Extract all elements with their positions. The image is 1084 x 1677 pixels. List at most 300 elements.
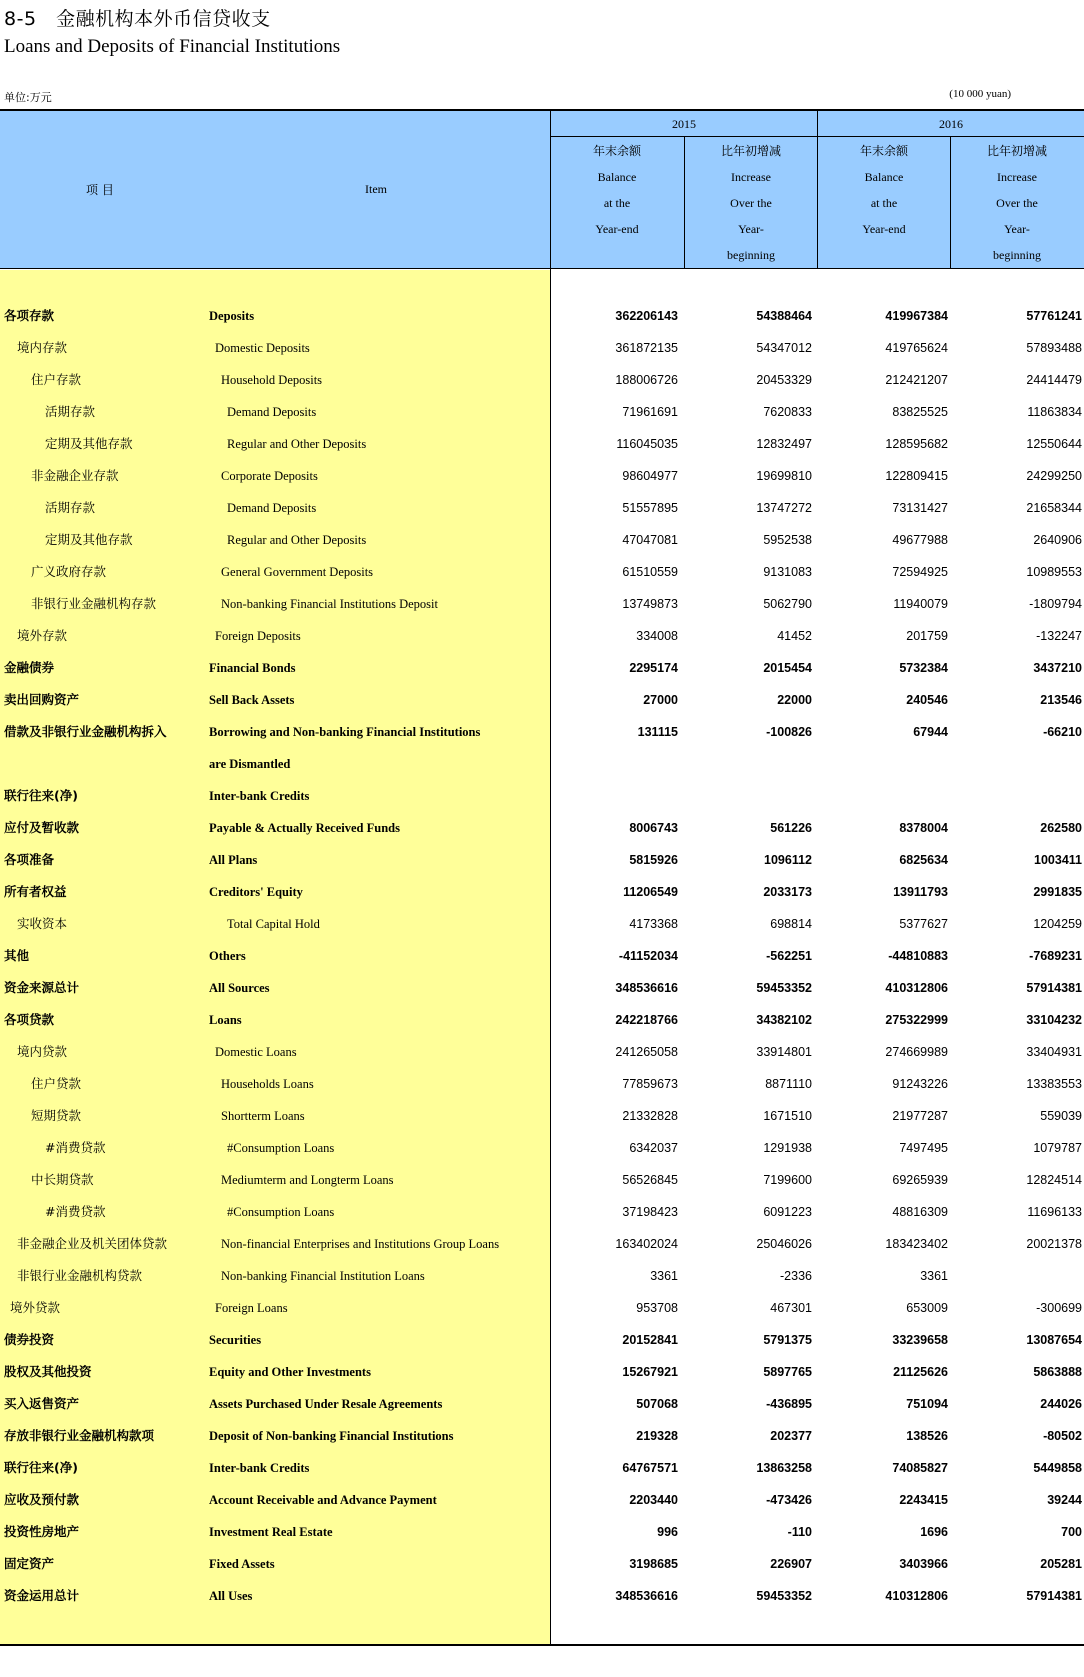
value-increase-2016: 559039: [1040, 1109, 1082, 1123]
item-name-cn: 定期及其他存款: [45, 532, 133, 547]
value-balance-2015: 37198423: [622, 1205, 678, 1219]
value-balance-2015: 11206549: [623, 885, 678, 899]
value-increase-2016: 33104232: [1026, 1013, 1082, 1027]
table-row: [0, 460, 1084, 492]
value-increase-2015: 33914801: [756, 1045, 812, 1059]
item-name-en: All Sources: [209, 981, 270, 995]
item-name-cn: 金融债券: [4, 660, 55, 675]
unit-cn: 单位:万元: [4, 91, 52, 104]
item-name-en: Regular and Other Deposits: [227, 437, 367, 451]
item-name-en: Deposits: [209, 309, 255, 323]
table-row: [0, 1548, 1084, 1580]
value-increase-2016: 262580: [1040, 821, 1082, 835]
value-increase-2016: 24414479: [1026, 373, 1082, 387]
value-balance-2015: 953708: [636, 1301, 678, 1315]
table-row: [0, 620, 1084, 652]
item-name-en: Demand Deposits: [227, 405, 317, 419]
col-head-increase-2016: 比年初增减 Increase Over the Year- beginning: [986, 144, 1047, 262]
value-increase-2016: 1003411: [1034, 853, 1082, 867]
value-increase-2016: 57761241: [1026, 309, 1082, 323]
value-increase-2016: 13087654: [1026, 1333, 1082, 1347]
value-balance-2015: 242218766: [615, 1013, 678, 1027]
value-increase-2016: -80502: [1043, 1429, 1082, 1443]
value-increase-2016: 205281: [1040, 1557, 1082, 1571]
table-row: [0, 940, 1084, 972]
page-title: [4, 4, 271, 31]
value-balance-2016: 48816309: [892, 1205, 948, 1219]
table-row: [0, 1260, 1084, 1292]
title-cn: 金融机构本外币信贷收支: [56, 8, 271, 30]
value-balance-2016: 201759: [906, 629, 948, 643]
value-balance-2016: 128595682: [885, 437, 948, 451]
value-balance-2015: 163402024: [615, 1237, 678, 1251]
item-name-cn: 联行往来(净): [4, 1460, 78, 1475]
table-row: [0, 524, 1084, 556]
table-row: [0, 972, 1084, 1004]
item-name-cn: 活期存款: [45, 500, 96, 515]
item-name-en: Foreign Loans: [215, 1301, 288, 1315]
value-balance-2016: 410312806: [885, 1589, 948, 1603]
value-balance-2015: 4173368: [629, 917, 678, 931]
value-balance-2015: 348536616: [615, 981, 678, 995]
value-increase-2016: [962, 780, 1082, 812]
table-row: [0, 300, 1084, 332]
value-increase-2015: 1291938: [763, 1141, 812, 1155]
item-name-cn: 境外存款: [17, 628, 68, 643]
value-increase-2015: 226907: [770, 1557, 812, 1571]
value-balance-2016: 240546: [906, 693, 948, 707]
table-row: [0, 1196, 1084, 1228]
item-name-en: Investment Real Estate: [209, 1525, 333, 1539]
value-increase-2016: 10989553: [1026, 565, 1082, 579]
item-name-en: Loans: [209, 1013, 242, 1027]
value-increase-2015: 54347012: [756, 341, 812, 355]
table-row: [0, 812, 1084, 844]
value-balance-2015: 47047081: [622, 533, 678, 547]
value-increase-2015: 2033173: [763, 885, 812, 899]
item-name-cn: 债券投资: [4, 1332, 55, 1347]
value-balance-2015: 15267921: [622, 1365, 678, 1379]
table-row: [0, 1388, 1084, 1420]
table-row: [0, 1420, 1084, 1452]
value-balance-2016: 49677988: [892, 533, 948, 547]
value-increase-2016: 213546: [1040, 693, 1082, 707]
item-name-en: Account Receivable and Advance Payment: [209, 1493, 437, 1507]
item-name-en: Others: [209, 949, 246, 963]
value-increase-2016: 33404931: [1026, 1045, 1082, 1059]
year-2015: 2015: [672, 117, 696, 131]
value-increase-2016: 2991835: [1033, 885, 1082, 899]
value-increase-2016: 57893488: [1026, 341, 1082, 355]
value-increase-2015: 5897765: [763, 1365, 812, 1379]
value-balance-2015: 116045035: [616, 437, 678, 451]
item-name-cn: 实收资本: [17, 916, 68, 931]
table-row: [0, 1324, 1084, 1356]
value-balance-2016: 212421207: [885, 373, 948, 387]
value-increase-2015: 7620833: [763, 405, 812, 419]
item-name-en: Borrowing and Non-banking Financial Institutions: [209, 725, 481, 739]
value-increase-2016: -7689231: [1029, 949, 1082, 963]
header-rule: [0, 268, 1084, 269]
value-increase-2015: 34382102: [756, 1013, 812, 1027]
value-balance-2016: 275322999: [885, 1013, 948, 1027]
unit-en: (10 000 yuan): [949, 88, 1011, 100]
item-name-en: Mediumterm and Longterm Loans: [221, 1173, 394, 1187]
value-increase-2016: 57914381: [1026, 1589, 1082, 1603]
item-name-cn: 其他: [4, 948, 30, 963]
header-item-cn: 项 目: [86, 183, 114, 197]
item-name-en: Financial Bonds: [209, 661, 296, 675]
value-balance-2015: 8006743: [629, 821, 678, 835]
col-head-balance-2015: 年末余额 Balance at the Year-end: [592, 144, 641, 236]
value-balance-2016: [828, 748, 948, 780]
value-balance-2015: 21332828: [622, 1109, 678, 1123]
value-increase-2016: 21658344: [1026, 501, 1082, 515]
value-increase-2015: -562251: [766, 949, 812, 963]
table-row: [0, 844, 1084, 876]
item-name-en: Assets Purchased Under Resale Agreements: [209, 1397, 443, 1411]
value-balance-2015: 3198685: [629, 1557, 678, 1571]
value-increase-2016: -1809794: [1029, 597, 1082, 611]
value-increase-2015: -473426: [766, 1493, 812, 1507]
value-increase-2015: 561226: [770, 821, 812, 835]
value-balance-2016: 72594925: [892, 565, 948, 579]
value-balance-2016: 5732384: [899, 661, 948, 675]
table-row: [0, 1100, 1084, 1132]
item-name-cn: 所有者权益: [4, 884, 67, 899]
item-name-cn: #消费贷款: [45, 1204, 106, 1219]
value-balance-2015: 348536616: [615, 1589, 678, 1603]
value-balance-2016: 74085827: [892, 1461, 948, 1475]
value-increase-2015: -436895: [766, 1397, 812, 1411]
value-balance-2016: 83825525: [892, 405, 948, 419]
item-name-cn: 应收及预付款: [4, 1492, 80, 1507]
table-row: [0, 716, 1084, 748]
table-row: [0, 684, 1084, 716]
table-row: [0, 588, 1084, 620]
item-name-en: Creditors' Equity: [209, 885, 303, 899]
value-increase-2016: 24299250: [1026, 469, 1082, 483]
value-increase-2015: 5062790: [763, 597, 812, 611]
item-name-en: Corporate Deposits: [221, 469, 318, 483]
value-balance-2015: 362206143: [615, 309, 678, 323]
table-row: [0, 908, 1084, 940]
value-balance-2016: 91243226: [892, 1077, 948, 1091]
value-increase-2015: 1096112: [764, 853, 812, 867]
table-row: [0, 332, 1084, 364]
item-name-en: Securities: [209, 1333, 262, 1347]
value-balance-2015: 2203440: [629, 1493, 678, 1507]
value-balance-2016: 138526: [906, 1429, 948, 1443]
value-increase-2016: 700: [1061, 1525, 1082, 1539]
table-row: [0, 1516, 1084, 1548]
table-row: [0, 428, 1084, 460]
item-name-en: Sell Back Assets: [209, 693, 295, 707]
value-increase-2016: 57914381: [1026, 981, 1082, 995]
item-name-cn: 固定资产: [4, 1556, 55, 1571]
value-increase-2016: 13383553: [1026, 1077, 1082, 1091]
value-increase-2016: 5863888: [1033, 1365, 1082, 1379]
item-name-en: All Uses: [209, 1589, 253, 1603]
value-increase-2015: -2336: [780, 1269, 812, 1283]
item-name-cn: 资金运用总计: [4, 1588, 80, 1603]
item-name-en: Households Loans: [221, 1077, 314, 1091]
value-balance-2015: 51557895: [622, 501, 678, 515]
value-increase-2015: 2015454: [763, 661, 812, 675]
item-name-cn: 境内存款: [17, 340, 68, 355]
value-balance-2015: 334008: [636, 629, 678, 643]
value-balance-2015: 2295174: [629, 661, 678, 675]
value-balance-2016: 2243415: [899, 1493, 948, 1507]
table-row: [0, 1356, 1084, 1388]
value-increase-2015: 9131083: [763, 565, 812, 579]
table-row: [0, 652, 1084, 684]
title-en: Loans and Deposits of Financial Institutions: [4, 36, 341, 57]
table-row: [0, 780, 1084, 812]
value-balance-2016: 751094: [906, 1397, 948, 1411]
item-name-cn: 非金融企业及机关团体贷款: [17, 1236, 168, 1251]
table-body: [0, 300, 1084, 1612]
table-row: [0, 1580, 1084, 1612]
value-balance-2016: 73131427: [892, 501, 948, 515]
value-balance-2015: [558, 748, 678, 780]
item-name-cn: 应付及暂收款: [4, 820, 80, 835]
item-name-en: Non-banking Financial Institutions Deposit: [221, 597, 438, 611]
item-name-cn: 各项存款: [4, 308, 55, 323]
table-row: [0, 364, 1084, 396]
value-increase-2016: 12824514: [1026, 1173, 1082, 1187]
table-row: [0, 1228, 1084, 1260]
item-name-en: Non-banking Financial Institution Loans: [221, 1269, 425, 1283]
value-balance-2015: [558, 780, 678, 812]
item-name-en: Domestic Loans: [215, 1045, 297, 1059]
table-row: [0, 1004, 1084, 1036]
item-name-cn: 中长期贷款: [31, 1172, 94, 1187]
item-name-cn: 存放非银行业金融机构款项: [4, 1428, 155, 1443]
value-increase-2015: 12832497: [756, 437, 812, 451]
value-increase-2015: [692, 780, 812, 812]
item-name-cn: 短期贷款: [31, 1108, 82, 1123]
value-increase-2015: 19699810: [756, 469, 812, 483]
value-balance-2015: 188006726: [615, 373, 678, 387]
item-name-cn: 各项贷款: [4, 1012, 55, 1027]
value-balance-2015: 241265058: [615, 1045, 678, 1059]
value-balance-2016: 122809415: [885, 469, 948, 483]
value-balance-2015: 5815926: [629, 853, 678, 867]
value-balance-2016: 274669989: [885, 1045, 948, 1059]
item-name-en: Inter-bank Credits: [209, 789, 310, 803]
value-increase-2015: -110: [787, 1525, 812, 1539]
value-balance-2016: 7497495: [899, 1141, 948, 1155]
value-balance-2016: 6825634: [899, 853, 948, 867]
value-increase-2016: 12550644: [1026, 437, 1082, 451]
value-balance-2016: 21977287: [892, 1109, 948, 1123]
value-increase-2015: [692, 748, 812, 780]
item-name-cn: 股权及其他投资: [4, 1364, 92, 1379]
value-increase-2016: [962, 748, 1082, 780]
item-name-en: #Consumption Loans: [227, 1205, 335, 1219]
value-increase-2015: 1671510: [763, 1109, 812, 1123]
value-balance-2015: 507068: [636, 1397, 678, 1411]
table-row: [0, 1068, 1084, 1100]
value-balance-2016: 5377627: [899, 917, 948, 931]
value-balance-2015: 361872135: [615, 341, 678, 355]
value-balance-2016: 33239658: [892, 1333, 948, 1347]
item-name-en: Equity and Other Investments: [209, 1365, 371, 1379]
table-row: [0, 1164, 1084, 1196]
value-increase-2015: 13863258: [756, 1461, 812, 1475]
value-balance-2015: 77859673: [622, 1077, 678, 1091]
value-increase-2015: 467301: [770, 1301, 812, 1315]
item-name-en: Shortterm Loans: [221, 1109, 305, 1123]
value-balance-2016: 3403966: [899, 1557, 948, 1571]
item-name-en: Household Deposits: [221, 373, 323, 387]
value-increase-2016: -66210: [1043, 725, 1082, 739]
value-increase-2016: 39244: [1047, 1493, 1082, 1507]
item-name-en: are Dismantled: [209, 757, 291, 771]
value-increase-2015: 8871110: [765, 1077, 812, 1091]
value-balance-2016: -44810883: [888, 949, 948, 963]
item-name-cn: 境外贷款: [10, 1300, 61, 1315]
item-name-cn: 非银行业金融机构存款: [31, 596, 157, 611]
item-name-cn: 卖出回购资产: [4, 692, 80, 707]
value-balance-2016: [828, 780, 948, 812]
item-name-cn: 联行往来(净): [4, 788, 78, 803]
value-increase-2015: 5952538: [763, 533, 812, 547]
table-row: [0, 1292, 1084, 1324]
item-name-en: Total Capital Hold: [227, 917, 320, 931]
item-name-cn: 资金来源总计: [4, 980, 80, 995]
value-balance-2015: 3361: [650, 1269, 678, 1283]
value-increase-2016: 1204259: [1033, 917, 1082, 931]
item-name-en: Fixed Assets: [209, 1557, 275, 1571]
value-balance-2016: 419765624: [885, 341, 948, 355]
value-increase-2015: 25046026: [756, 1237, 812, 1251]
table-row: [0, 876, 1084, 908]
value-balance-2015: 20152841: [622, 1333, 678, 1347]
table-row: [0, 1036, 1084, 1068]
col-head-balance-2016: 年末余额 Balance at the Year-end: [859, 144, 908, 236]
value-increase-2015: -100826: [766, 725, 812, 739]
table-row: [0, 1452, 1084, 1484]
value-increase-2016: 2640906: [1033, 533, 1082, 547]
item-name-cn: 境内贷款: [17, 1044, 68, 1059]
item-name-cn: 住户贷款: [31, 1076, 82, 1091]
item-name-cn: 活期存款: [45, 404, 96, 419]
table-row: [0, 1484, 1084, 1516]
item-name-cn: 定期及其他存款: [45, 436, 133, 451]
table-row: [0, 556, 1084, 588]
item-name-en: General Government Deposits: [221, 565, 374, 579]
item-name-en: Deposit of Non-banking Financial Institutions: [209, 1429, 454, 1443]
value-increase-2015: 6091223: [763, 1205, 812, 1219]
item-name-en: Demand Deposits: [227, 501, 317, 515]
header-item-en: Item: [365, 182, 387, 196]
value-balance-2016: 419967384: [885, 309, 948, 323]
value-balance-2015: -41152034: [618, 949, 678, 963]
value-balance-2016: 21125626: [893, 1365, 948, 1379]
value-balance-2016: 69265939: [892, 1173, 948, 1187]
value-increase-2016: [962, 1260, 1082, 1292]
value-increase-2015: 59453352: [756, 981, 812, 995]
value-increase-2015: 202377: [770, 1429, 812, 1443]
item-name-en: Foreign Deposits: [215, 629, 301, 643]
item-name-cn: 住户存款: [31, 372, 82, 387]
value-balance-2016: 11940079: [893, 597, 948, 611]
value-increase-2015: 7199600: [763, 1173, 812, 1187]
value-balance-2015: 996: [657, 1525, 678, 1539]
item-name-cn: 投资性房地产: [4, 1524, 80, 1539]
value-increase-2016: 20021378: [1026, 1237, 1082, 1251]
item-name-cn: 各项准备: [4, 852, 55, 867]
item-name-en: Domestic Deposits: [215, 341, 310, 355]
value-increase-2015: 20453329: [756, 373, 812, 387]
value-increase-2015: 13747272: [756, 501, 812, 515]
table-row: [0, 396, 1084, 428]
value-balance-2015: 71961691: [622, 405, 678, 419]
value-increase-2015: 22000: [777, 693, 812, 707]
item-name-cn: 借款及非银行业金融机构拆入: [4, 724, 167, 739]
value-increase-2016: -132247: [1036, 629, 1082, 643]
value-balance-2016: 183423402: [885, 1237, 948, 1251]
table-row: [0, 748, 1084, 780]
value-balance-2016: 8378004: [899, 821, 948, 835]
value-balance-2015: 98604977: [622, 469, 678, 483]
item-name-cn: #消费贷款: [45, 1140, 106, 1155]
value-balance-2015: 56526845: [622, 1173, 678, 1187]
value-balance-2016: 67944: [913, 725, 948, 739]
item-name-en: Payable & Actually Received Funds: [209, 821, 400, 835]
item-name-cn: 买入返售资产: [4, 1396, 80, 1411]
item-name-cn: 广义政府存款: [31, 564, 107, 579]
value-increase-2015: 698814: [770, 917, 812, 931]
value-increase-2016: 244026: [1040, 1397, 1082, 1411]
value-balance-2016: 3361: [920, 1269, 948, 1283]
item-name-en: Inter-bank Credits: [209, 1461, 310, 1475]
value-balance-2015: 61510559: [622, 565, 678, 579]
value-increase-2016: 3437210: [1033, 661, 1082, 675]
value-increase-2015: 41452: [777, 629, 812, 643]
table-code: 8-5: [4, 8, 37, 30]
col-head-increase-2015: 比年初增减 Increase Over the Year- beginning: [720, 144, 781, 262]
value-balance-2016: 1696: [920, 1525, 948, 1539]
item-name-cn: 非银行业金融机构贷款: [17, 1268, 143, 1283]
value-balance-2016: 13911793: [893, 885, 948, 899]
item-name-cn: 非金融企业存款: [31, 468, 119, 483]
value-balance-2015: 27000: [643, 693, 678, 707]
item-name-en: All Plans: [209, 853, 258, 867]
value-balance-2015: 6342037: [629, 1141, 678, 1155]
table-row: [0, 492, 1084, 524]
table-row: [0, 1132, 1084, 1164]
item-name-en: Non-financial Enterprises and Institutions Group Loans: [221, 1237, 500, 1251]
item-name-en: #Consumption Loans: [227, 1141, 335, 1155]
value-increase-2016: 11863834: [1027, 405, 1082, 419]
value-increase-2015: 59453352: [756, 1589, 812, 1603]
value-balance-2015: 131115: [637, 725, 678, 739]
value-balance-2015: 13749873: [622, 597, 678, 611]
value-increase-2016: -300699: [1036, 1301, 1082, 1315]
value-increase-2016: 5449858: [1033, 1461, 1082, 1475]
value-balance-2016: 410312806: [885, 981, 948, 995]
bottom-rule: [0, 1644, 1084, 1646]
value-balance-2015: 219328: [636, 1429, 678, 1443]
value-increase-2016: 11696133: [1027, 1205, 1082, 1219]
value-balance-2016: 653009: [906, 1301, 948, 1315]
value-increase-2016: 1079787: [1033, 1141, 1082, 1155]
value-increase-2015: 54388464: [756, 309, 812, 323]
value-balance-2015: 64767571: [622, 1461, 678, 1475]
